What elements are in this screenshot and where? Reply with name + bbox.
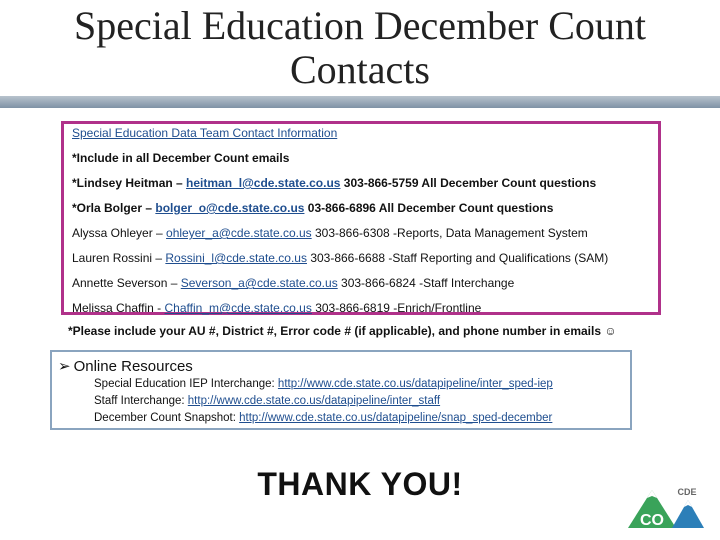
contact-email-link[interactable]: heitman_l@cde.state.co.us: [186, 176, 341, 190]
contact-row: [72, 226, 588, 240]
contact-email-link[interactable]: Severson_a@cde.state.co.us: [180, 276, 338, 290]
contact-row: [72, 301, 481, 315]
contact-name: Melissa Chaffin -: [72, 301, 165, 315]
title-line-2: Contacts: [290, 47, 430, 92]
contact-details: 303-866-6688 -Staff Reporting and Qualifications (SAM): [306, 251, 609, 265]
resources-heading: [58, 357, 193, 375]
arrow-bullet-icon: ➢: [58, 358, 71, 375]
contact-name: Annette Severson –: [72, 276, 181, 290]
contact-details: 303-866-6819 -Enrich/Frontline: [311, 301, 482, 315]
page-title: [0, 4, 720, 92]
contacts-heading-link[interactable]: Special Education Data Team Contact Information: [72, 126, 338, 140]
contact-email-link[interactable]: bolger_o@cde.state.co.us: [155, 201, 305, 215]
resources-heading-text: Online Resources: [73, 358, 193, 375]
thank-you-text: THANK YOU!: [257, 466, 463, 502]
resource-link[interactable]: http://www.cde.state.co.us/datapipeline/inter_staff: [187, 395, 441, 407]
resource-link[interactable]: http://www.cde.state.co.us/datapipeline/inter_sped-iep: [277, 378, 553, 390]
contact-details: 303-866-6824 -Staff Interchange: [337, 276, 515, 290]
contact-details: 03-866-6896 All December Count questions: [304, 201, 554, 215]
contact-row: [72, 201, 553, 215]
contact-email-link[interactable]: ohleyer_a@cde.state.co.us: [166, 226, 312, 240]
header-divider: [0, 96, 720, 108]
contact-row: [72, 276, 514, 290]
contact-details: 303-866-6308 -Reports, Data Management System: [311, 226, 588, 240]
resource-label: December Count Snapshot:: [94, 412, 240, 424]
contact-name: Lauren Rossini –: [72, 251, 166, 265]
contact-row: [72, 176, 596, 190]
resource-label: Staff Interchange:: [94, 395, 188, 407]
resource-row: [94, 395, 440, 407]
resource-label: Special Education IEP Interchange:: [94, 378, 278, 390]
contact-name: *Orla Bolger –: [72, 201, 156, 215]
contact-details: 303-866-5759 All December Count questions: [340, 176, 597, 190]
resource-row: [94, 378, 553, 390]
title-line-1: Special Education December Count: [73, 3, 647, 48]
colorado-mountain-logo-icon: [624, 484, 706, 530]
logo-main-text: CO: [640, 512, 664, 529]
contact-email-link[interactable]: Chaffin_m@cde.state.co.us: [164, 301, 312, 315]
logo-top-text: CDE: [677, 487, 697, 497]
email-instructions-note: *Please include your AU #, District #, Error code # (if applicable), and phone number in emails ☺: [68, 324, 617, 338]
resource-row: [94, 412, 552, 424]
contacts-note: *Include in all December Count emails: [72, 151, 290, 165]
contacts-heading[interactable]: [72, 126, 337, 140]
contact-row: [72, 251, 608, 265]
resource-link[interactable]: http://www.cde.state.co.us/datapipeline/snap_sped-december: [239, 412, 553, 424]
contact-name: Alyssa Ohleyer –: [72, 226, 167, 240]
contact-email-link[interactable]: Rossini_l@cde.state.co.us: [165, 251, 307, 265]
contact-name: *Lindsey Heitman –: [72, 176, 187, 190]
